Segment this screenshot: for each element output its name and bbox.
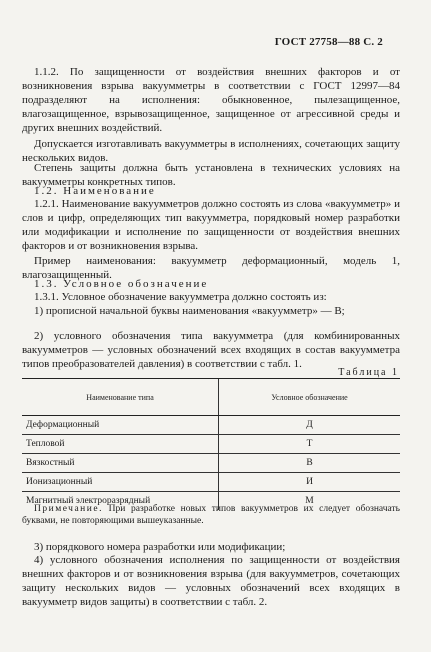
table-row [22, 473, 400, 492]
type-name: Магнитный электроразрядный [26, 496, 151, 506]
section-heading-1-3: 1.3. Условное обозначение [34, 278, 209, 290]
paragraph-1-1-2: 1.1.2. По защищенности от воздействия внешних факторов и от возникновения взрыва вакуумметры в соответствии с ГОСТ 12997—84 подразделяют на исполнения: обыкновенное, пылезащищенное, влагозащищенное, взрывозащищенное, защищенное от агрессивной среды и других внешних воздействий. [22, 66, 400, 134]
paragraph-name-example: Пример наименования: вакуумметр деформационный, модель 1, влагозащищенный. [22, 255, 400, 281]
table-header-type: Наименование типа [22, 379, 219, 416]
list-item-4: 4) условного обозначения исполнения по защищенности от воздействия внешних факторов и от возникновения взрыва (для вакуумметров, сочетающих защиту нескольких видов — условных обозначений всех входящих в вакуумметр видов защиты) в соответствии с табл. 2. [22, 554, 400, 608]
type-code: Д [219, 416, 400, 435]
paragraph-protection-degree: Степень защиты должна быть установлена в технических условиях на вакуумметры конкретных типов. [22, 162, 400, 188]
page-header: ГОСТ 27758—88 С. 2 [274, 36, 383, 48]
paragraph-1-3-1: 1.3.1. Условное обозначение вакуумметра должно состоять из: [34, 291, 327, 303]
type-name: Тепловой [22, 435, 219, 454]
type-name: Деформационный [22, 416, 219, 435]
note-label: Примечание. [34, 504, 103, 514]
paragraph-1-2-1: 1.2.1. Наименование вакуумметров должно состоять из слова «вакуумметр» и слов и цифр, определяющих тип вакуумметра, порядковый номер разработки или модификации и исполнение по защищенности от воздействия внешних факторов и от возникновения взрыва. [22, 198, 400, 252]
designation-table [22, 378, 400, 510]
list-item-3: 3) порядкового номера разработки или модификации; [34, 541, 286, 553]
table-header-code: Условное обозначение [219, 379, 400, 416]
table-row [22, 416, 400, 435]
type-code: М [219, 492, 400, 511]
list-item-2: 2) условного обозначения типа вакуумметра (для комбинированных вакуумметров — условных обозначений всех входящих в состав вакуумметра типов преобразователей давления) в соответствии с табл. 1. [22, 330, 400, 370]
table-row [22, 435, 400, 454]
table-row [22, 454, 400, 473]
paragraph-allowed-combined: Допускается изготавливать вакуумметры в исполнениях, сочетающих защиту нескольких видов. [22, 138, 400, 164]
type-name: Ионизационный [22, 473, 219, 492]
table-note [22, 503, 400, 527]
note-text: При разработке новых типов вакуумметров их следует обозначать буквами, не повторяющими вышеуказанные. [22, 504, 400, 526]
type-name: Вязкостный [22, 454, 219, 473]
list-item-1: 1) прописной начальной буквы наименования «вакуумметр» — В; [34, 305, 345, 317]
table-caption: Таблица 1 [338, 367, 399, 378]
type-code: Т [219, 435, 400, 454]
type-code: В [219, 454, 400, 473]
type-code: И [219, 473, 400, 492]
section-heading-1-2: 1.2. Наименование [34, 185, 156, 197]
